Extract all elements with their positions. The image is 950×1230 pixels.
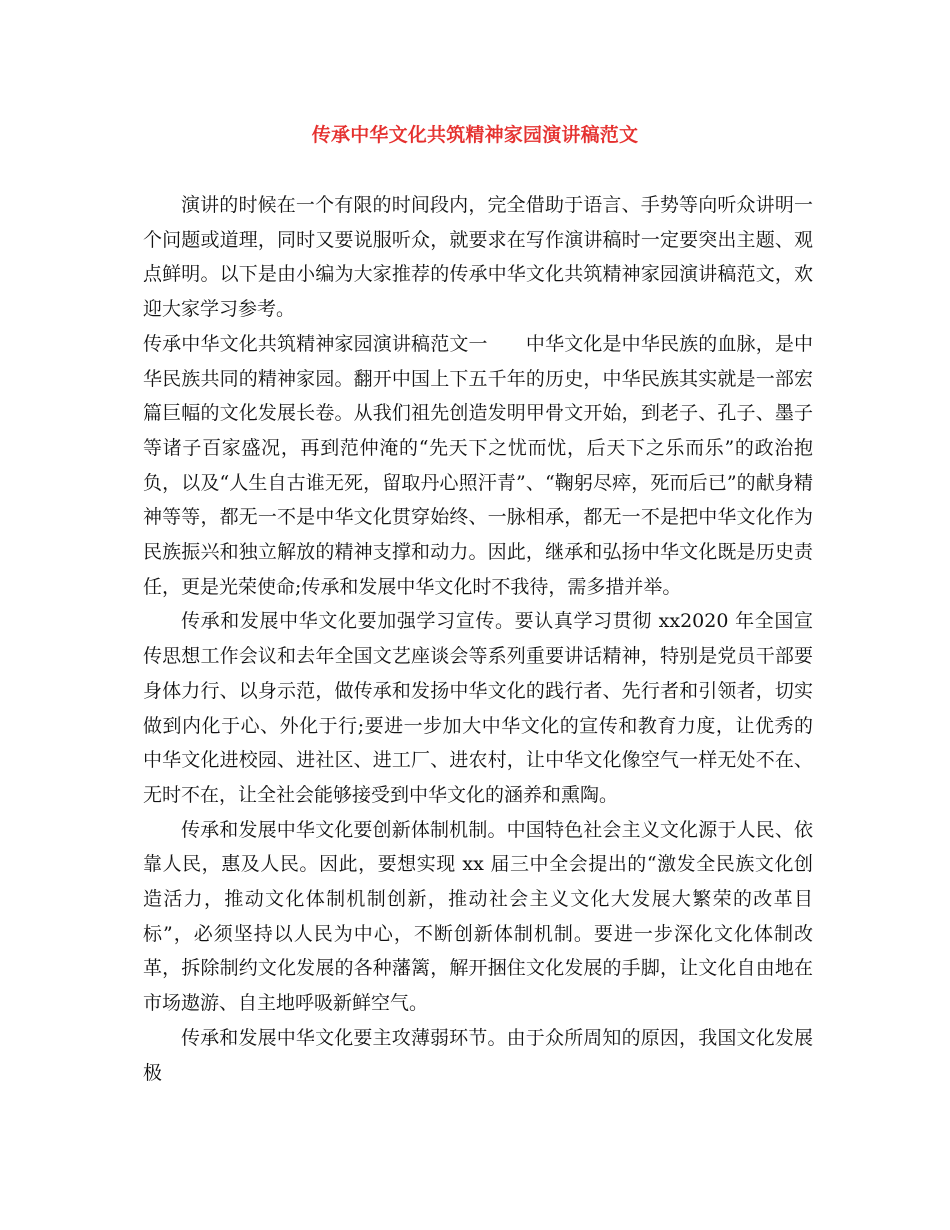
paragraph-intro: 演讲的时候在一个有限的时间段内，完全借助于语言、手势等向听众讲明一个问题或道理，同时又要说服听众，就要求在写作演讲稿时一定要突出主题、观点鲜明。以下是由小编为大家推荐的传承中华文化共筑精神家园演讲稿范文，欢迎大家学习参考。: [143, 194, 813, 321]
paragraph-study-publicity: 传承和发展中华文化要加强学习宣传。要认真学习贯彻 xx2020 年全国宣传思想工作会议和去年全国文艺座谈会等系列重要讲话精神，特别是党员干部要身体力行、以身示范，做传承和发扬中华文化的践行者、先行者和引领者，切实做到内化于心、外化于行;要进一步加大中华文化的宣传和教育力度，让优秀的中华文化进校园、进社区、进工厂、进农村，让中华文化像空气一样无处不在、无时不在，让全社会能够接受到中华文化的涵养和熏陶。: [143, 610, 813, 806]
paragraph-section-one: 传承中华文化共筑精神家园演讲稿范文一 中华文化是中华民族的血脉，是中华民族共同的精神家园。翻开中国上下五千年的历史，中华民族其实就是一部宏篇巨幅的文化发展长卷。从我们祖先创造发明甲骨文开始，到老子、孔子、墨子等诸子百家盛况，再到范仲淹的“先天下之忧而忧，后天下之乐而乐”的政治抱负，以及“人生自古谁无死，留取丹心照汗青”、“鞠躬尽瘁，死而后已”的献身精神等等，都无一不是中华文化贯穿始终、一脉相承，都无一不是把中华文化作为民族振兴和独立解放的精神支撑和动力。因此，继承和弘扬中华文化既是历史责任，更是光荣使命;传承和发展中华文化时不我待，需多措并举。: [143, 332, 813, 598]
paragraph-weak-links: 传承和发展中华文化要主攻薄弱环节。由于众所周知的原因，我国文化发展极: [143, 1026, 813, 1084]
document-title: 传承中华文化共筑精神家园演讲稿范文: [311, 124, 639, 146]
paragraph-innovate-mechanism: 传承和发展中华文化要创新体制机制。中国特色社会主义文化源于人民、依靠人民，惠及人民。因此，要想实现 xx 届三中全会提出的“激发全民族文化创造活力，推动文化体制机制创新，推动社会主义文化大发展大繁荣的改革目标”，必须坚持以人民为中心，不断创新体制机制。要进一步深化文化体制改革，拆除制约文化发展的各种藩篱，解开捆住文化发展的手脚，让文化自由地在市场遨游、自主地呼吸新鲜空气。: [143, 818, 813, 1015]
document-body: [143, 188, 813, 1090]
